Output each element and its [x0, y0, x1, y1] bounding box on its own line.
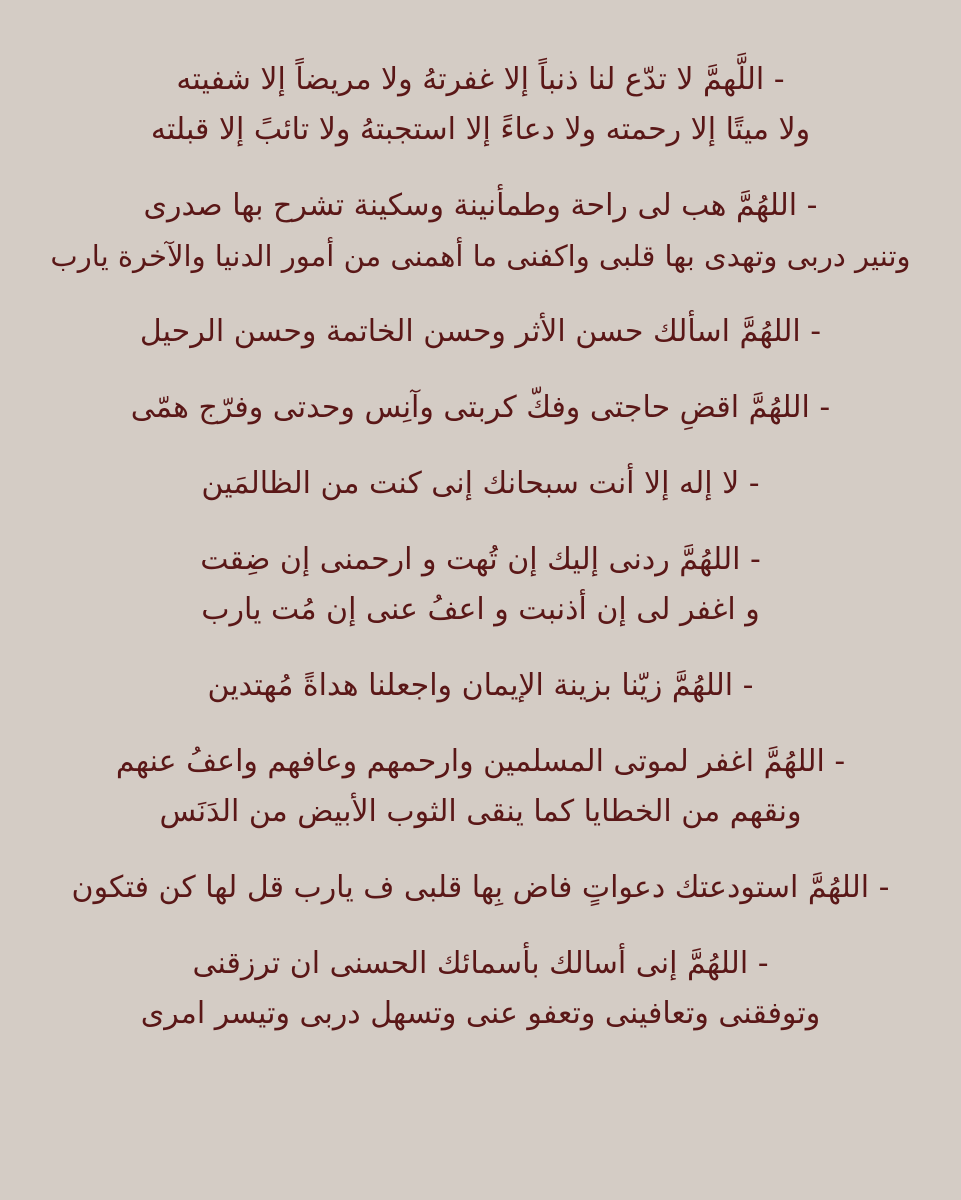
supplication-8-line-2: ونقهم من الخطايا كما ينقى الثوب الأبيض من الدَنَس: [159, 794, 802, 829]
supplication-4-line-1: - اللهُمَّ اقضِ حاجتى وفكّ كربتى وآنِس وحدتى وفرّج همّى: [130, 390, 831, 425]
supplication-3: [40, 307, 921, 357]
supplication-2-line-1: - اللهُمَّ هب لى راحة وطمأنينة وسكينة تشرح بها صدرى: [143, 188, 818, 223]
supplication-4: [40, 383, 921, 433]
supplication-3-line-1: - اللهُمَّ اسألك حسن الأثر وحسن الخاتمة وحسن الرحيل: [139, 314, 822, 349]
supplication-1-line-2: ولا ميتًا إلا رحمته ولا دعاءً إلا استجبتهُ ولا تائبً إلا قبلته: [150, 112, 811, 147]
supplication-5-line-1: - لا إله إلا أنت سبحانك إنى كنت من الظالمَين: [201, 466, 760, 501]
supplication-8-line-1: - اللهُمَّ اغفر لموتى المسلمين وارحمهم وعافهم واعفُ عنهم: [115, 744, 846, 779]
supplication-9-line-1: - اللهُمَّ استودعتك دعواتٍ فاض بِها قلبى ف يارب قل لها كن فتكون: [71, 870, 890, 905]
supplication-6-line-2: و اغفر لى إن أذنبت و اعفُ عنى إن مُت يارب: [201, 592, 760, 627]
supplication-10-line-2: وتوفقنى وتعافينى وتعفو عنى وتسهل دربى وتيسر امرى: [140, 996, 821, 1031]
supplication-10: [40, 939, 921, 1039]
supplication-5: [40, 459, 921, 509]
supplication-1-line-1: - اللَّهمَّ لا تدّع لنا ذنباً إلا غفرتهُ ولا مريضاً إلا شفيته: [176, 62, 785, 97]
supplication-10-line-1: - اللهُمَّ إنى أسالك بأسمائك الحسنى ان ترزقنى: [192, 946, 769, 981]
supplication-6: [40, 535, 921, 635]
supplication-9: [40, 863, 921, 913]
supplication-7-line-1: - اللهُمَّ زيّنا بزينة الإيمان واجعلنا هداةً مُهتدين: [207, 668, 754, 703]
supplication-8: [40, 737, 921, 837]
supplication-6-line-1: - اللهُمَّ ردنى إليك إن تُهت و ارحمنى إن ضِقت: [200, 542, 761, 577]
supplication-1: [40, 55, 921, 155]
supplication-7: [40, 661, 921, 711]
supplication-2: [40, 181, 921, 281]
supplication-2-line-2: وتنير دربى وتهدى بها قلبى واكفنى ما أهمنى من أمور الدنيا والآخرة يارب: [50, 239, 911, 273]
supplications-list: [40, 55, 921, 1065]
